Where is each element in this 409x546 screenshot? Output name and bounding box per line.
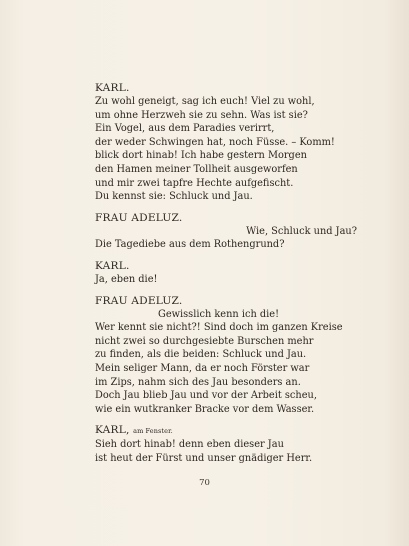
verse-line: Du kennst sie: Schluck und Jau. xyxy=(95,191,253,203)
verse-line: der weder Schwingen hat, noch Füsse. – Komm! xyxy=(95,136,335,148)
speaker-name: KARL. xyxy=(95,259,130,272)
speaker-name: FRAU ADELUZ. xyxy=(95,211,183,224)
stage-direction: am Fenster. xyxy=(133,427,173,436)
verse-line: Gewisslich kenn ich die! xyxy=(158,308,280,320)
verse-line: nicht zwei so durchgesiebte Burschen mehr xyxy=(95,335,314,347)
speaker-name: KARL. xyxy=(95,82,130,94)
play-text xyxy=(95,81,357,465)
speaker-label: KARL, xyxy=(95,424,130,437)
verse-line: und mir zwei tapfre Hechte aufgefischt. xyxy=(95,177,294,189)
verse-line: Wer kennt sie nicht?! Sind doch im ganzen Kreise xyxy=(95,322,343,334)
verse-line: Mein seliger Mann, da er noch Förster war xyxy=(95,362,310,374)
verse-line: im Zips, nahm sich des Jau besonders an. xyxy=(95,376,301,388)
verse-line: Die Tagediebe aus dem Rothengrund? xyxy=(95,239,285,251)
page-number: 70 xyxy=(199,478,210,488)
verse-line: Wie, Schluck und Jau? xyxy=(246,225,357,237)
verse-line: Doch Jau blieb Jau und vor der Arbeit scheu, xyxy=(95,390,317,402)
verse-line: blick dort hinab! Ich habe gestern Morgen xyxy=(95,150,307,162)
speaker-name: FRAU ADELUZ. xyxy=(95,294,183,307)
verse-line: Ja, eben die! xyxy=(95,273,158,285)
speaker-name xyxy=(95,423,357,438)
verse-line: zu finden, als die beiden: Schluck und Jau. xyxy=(95,349,307,361)
verse-line: Ein Vogel, aus dem Paradies verirrt, xyxy=(95,123,275,135)
verse-line: Sieh dort hinab! denn eben dieser Jau xyxy=(95,439,284,451)
verse-line: Zu wohl geneigt, sag ich euch! Viel zu wohl, xyxy=(95,96,315,107)
verse-line: wie ein wutkranker Bracke vor dem Wasser. xyxy=(95,403,315,415)
verse-line: um ohne Herzweh sie zu sehn. Was ist sie? xyxy=(95,109,308,121)
verse-line: ist heut der Fürst und unser gnädiger Herr. xyxy=(95,452,313,464)
verse-line: den Hamen meiner Tollheit ausgeworfen xyxy=(95,163,298,175)
